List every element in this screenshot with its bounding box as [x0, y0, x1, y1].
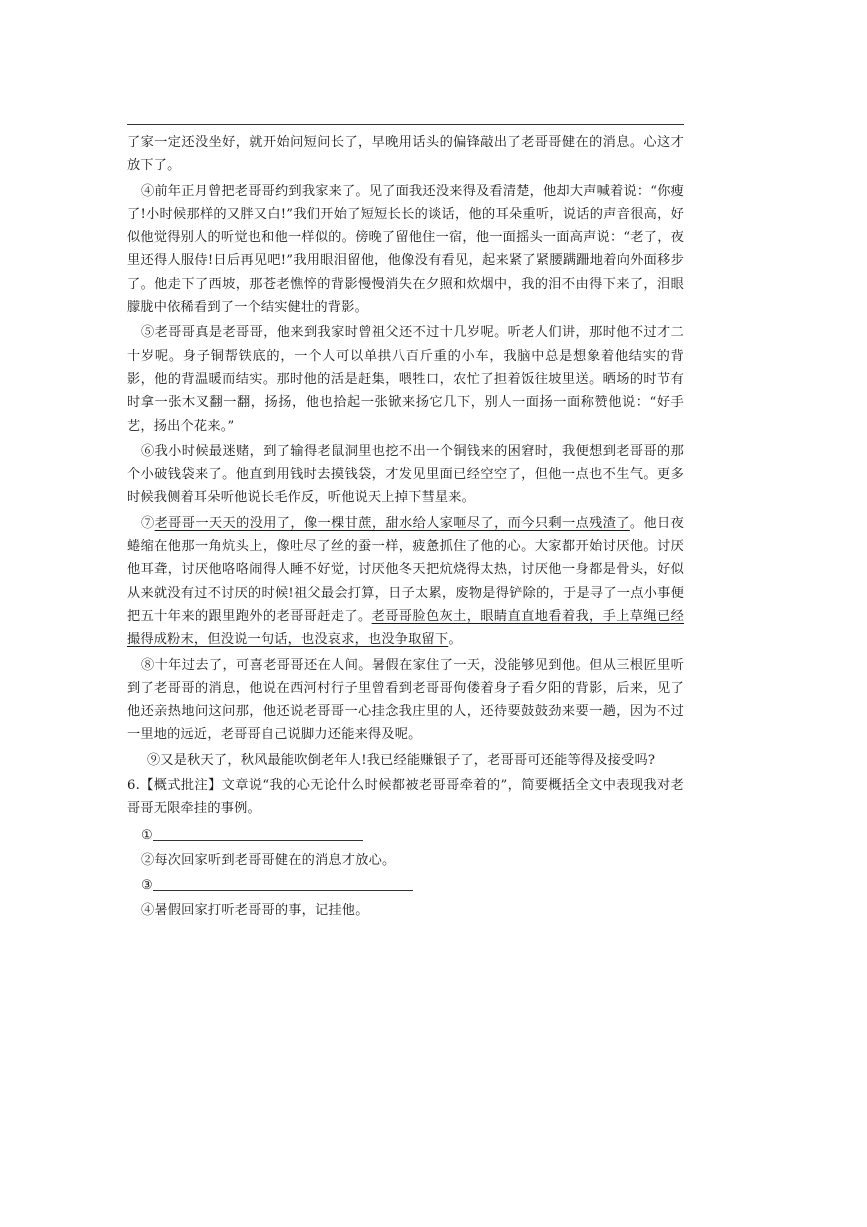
answer-4: ④暑假回家打听老哥哥的事，记挂他。	[141, 902, 369, 918]
paragraph-8: ⑧十年过去了，可喜老哥哥还在人间。暑假在家住了一天，没能够见到他。但从三根匠里听到了老哥哥的消息，他说在西河村行子里曾看到老哥哥佝偻着身子看夕阳的背影，后来，见了他还亲热地问这问那，他还说老哥哥一心挂念我庄里的人，还待要鼓鼓劲来要一趟，因为不过一里地的远近，老哥哥自己说脚力还能来得及呢。	[127, 657, 684, 743]
paragraph-7-end: 。	[448, 632, 462, 648]
answer-2: ②每次回家听到老哥哥健在的消息才放心。	[141, 852, 396, 868]
answer-3-number: ③	[141, 877, 154, 893]
answer-1	[127, 823, 684, 848]
answer-1-number: ①	[141, 827, 154, 843]
underlined-sentence-2: 老哥哥脸色灰土，眼睛直直地看着我，手上草绳已经撮得成粉末，但没说一句话，也没哀求，也没争取留下	[127, 608, 684, 648]
underlined-sentence-1: 老哥哥一天天的没用了，像一棵甘蔗，甜水给人家咂尽了，而今只剩一点残渣了	[154, 515, 630, 531]
answer-1-blank[interactable]	[153, 826, 363, 841]
paragraph-4: ④前年正月曾把老哥哥约到我家来了。见了面我还没来得及看清楚，他却大声喊着说：“你瘦了!小时候那样的又胖又白!”我们开始了短短长长的谈话，他的耳朵重听，说话的声音很高，好似他觉得别人的听觉也和他一样似的。傍晚了留他住一宿，他一面摇头一面高声说：“老了，夜里还得人服侍!日后再见吧!”我用眼泪留他，他像没有看见，起来紧了紧腰蹒跚地着向外面移步了。他走下了西坡，那苍老憔悴的背影慢慢消失在夕照和炊烟中，我的泪不由得下来了，泪眼朦胧中依稀看到了一个结实健壮的背影。	[127, 183, 684, 316]
question-6: 6.【概式批注】文章说“我的心无论什么时候都被老哥哥牵着的”，简要概括全文中表现我对老哥哥无限牵挂的事例。	[127, 778, 684, 817]
paragraph-continued: 了家一定还没坐好，就开始问短问长了，早晚用话头的偏锋敲出了老哥哥健在的消息。心这才放下了。	[127, 135, 684, 174]
passage-content	[127, 131, 684, 923]
paragraph-7-number: ⑦	[141, 515, 155, 531]
paragraph-7	[127, 512, 684, 652]
paragraph-6: ⑥我小时候最迷赌，到了输得老鼠洞里也挖不出一个铜钱来的困窘时，我便想到老哥哥的那个小破钱袋来了。他直到用钱时去摸钱袋，才发见里面已经空空了，但他一点也不生气。更多时候我侧着耳朵听他说长毛作反，听他说天上掉下彗星来。	[127, 443, 684, 506]
header-rule	[127, 124, 684, 125]
paragraph-5: ⑤老哥哥真是老哥哥，他来到我家时曾祖父还不过十几岁呢。听老人们讲，那时他不过才二十岁呢。身子铜帮铁底的，一个人可以单拱八百斤重的小车，我脑中总是想象着他结实的背影，他的背温暖而结实。那时他的活是赶集，喂牲口，农忙了担着饭往坡里送。晒场的时节有时拿一张木叉翻一翻，扬扬，他也拾起一张锨来扬它几下，别人一面扬一面称赞他说：“好手艺，扬出个花来。”	[127, 325, 684, 434]
answer-3	[127, 873, 684, 898]
paragraph-7-middle: 。他日夜蜷缩在他那一角炕头上，像吐尽了丝的蚕一样，疲惫抓住了他的心。大家都开始讨厌他。讨厌他耳聋，讨厌他咯咯闹得人睡不好觉，讨厌他冬天把炕烧得太热，讨厌他一身都是骨头，好似从来就没有过不讨厌的时候!祖父最会打算，日子太累，废物是得铲除的，于是寻了一点小事便把五十年来的跟里跑外的老哥哥赶走了。	[127, 515, 685, 624]
answer-3-blank[interactable]	[153, 876, 413, 891]
paragraph-9: ⑨又是秋天了，秋风最能吹倒老年人!我已经能赚银子了，老哥哥可还能等得及接受吗?	[147, 752, 656, 768]
